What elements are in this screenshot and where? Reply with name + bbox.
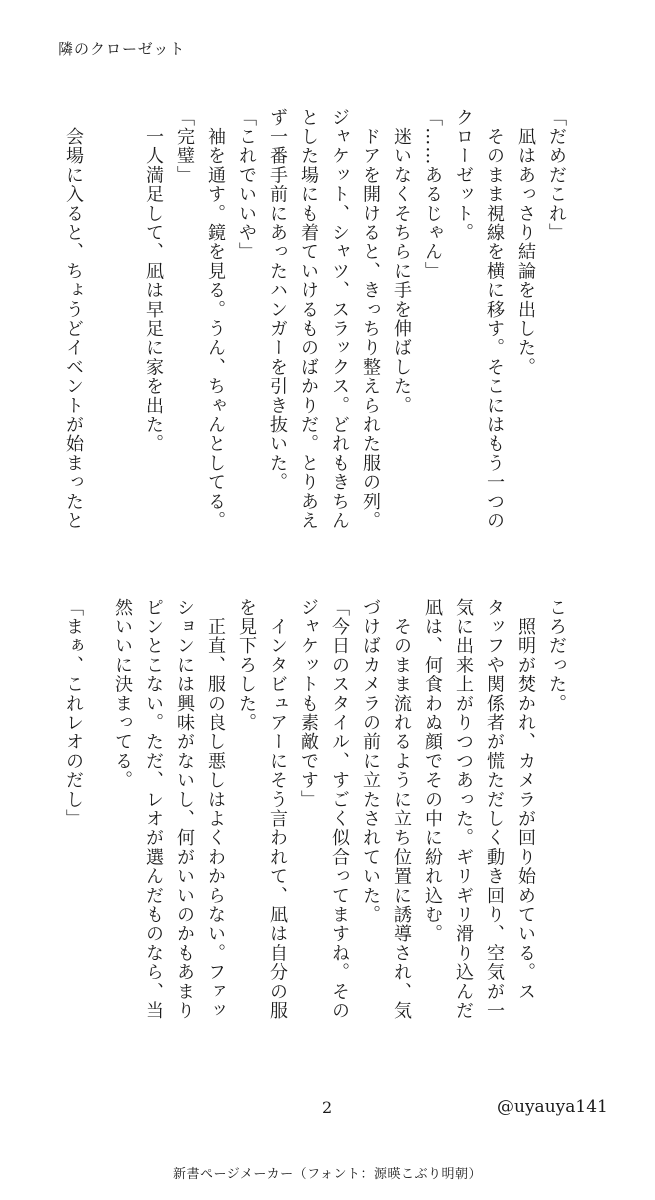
text-column: 「……あるじゃん」 [422, 108, 443, 281]
text-column: そのまま流れるように立ち位置に誘導され、気 [391, 598, 412, 1021]
text-column: づけばカメラの前に立たされていた。 [360, 598, 381, 925]
text-column: ジャケットも素敵です」 [298, 598, 319, 810]
text-column: 一人満足して、凪は早足に家を出た。 [143, 108, 164, 454]
text-column: 凪はあっさり結論を出した。 [515, 108, 536, 377]
text-column: 照明が焚かれ、カメラが回り始めている。ス [515, 598, 536, 1002]
text-column: 気に出来上がりつつあった。ギリギリ滑り込んだ [453, 598, 474, 1021]
text-column: 正直、服の良し悪しはよくわからない。ファッ [205, 598, 226, 1021]
text-column: ドアを開けると、きっちり整えられた服の列。 [360, 108, 381, 531]
page-number: 2 [322, 1098, 333, 1117]
text-column: 会場に入ると、ちょうどイベントが始まったと [63, 108, 84, 531]
text-column: ず一番手前にあったハンガーを引き抜いた。 [267, 108, 288, 492]
text-column: 迷いなくそちらに手を伸ばした。 [391, 108, 412, 416]
text-column: 「今日のスタイル、すごく似合ってますね。その [329, 598, 350, 1021]
text-column: 「だめだこれ」 [546, 108, 567, 243]
text-column: ころだった。 [546, 598, 567, 714]
text-column: 凪は、何食わぬ顔でその中に紛れ込む。 [422, 598, 443, 944]
text-column: そのまま視線を横に移す。そこにはもう一つの [484, 108, 505, 531]
text-column: ジャケット、シャツ、スラックス。どれもきちん [329, 108, 350, 531]
text-column: 然いいに決まってる。 [112, 598, 133, 790]
text-column: 「完璧」 [174, 108, 195, 185]
text-column: 「まぁ、これレオのだし」 [63, 598, 84, 829]
text-column: とした場にも着ていけるものばかりだ。とりあえ [298, 108, 319, 531]
text-column: インタビュアーにそう言われて、凪は自分の服 [267, 598, 288, 1021]
text-column: 袖を通す。鏡を見る。うん、ちゃんとしてる。 [205, 108, 226, 531]
text-column: タッフや関係者が慌ただしく動き回り、空気が一 [484, 598, 505, 1021]
page-title: 隣のクローゼット [58, 40, 186, 58]
author-handle: @uyauya141 [497, 1097, 608, 1117]
footer-credit: 新書ページメーカー（フォント：源暎こぶり明朝） [173, 1167, 482, 1182]
text-column: クローゼット。 [453, 108, 474, 243]
text-column: ピンとこない。ただ、レオが選んだものなら、当 [143, 598, 164, 1021]
text-column: ションには興味がないし、何がいいのかもあまり [174, 598, 195, 1021]
text-column: 「これでいいや」 [236, 108, 257, 262]
text-column: を見下ろした。 [236, 598, 257, 733]
